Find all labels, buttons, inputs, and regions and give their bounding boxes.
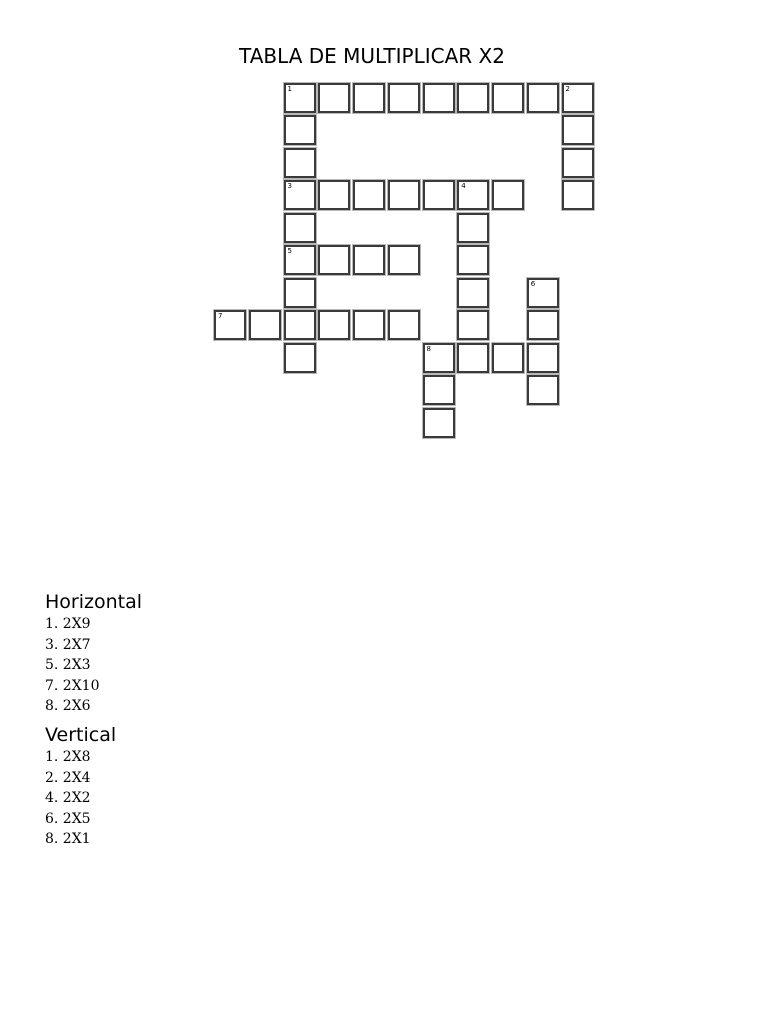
crossword-cell[interactable] [492, 83, 524, 113]
crossword-grid [0, 0, 768, 460]
crossword-cell[interactable] [284, 115, 316, 145]
clue-item: 1. 2X8 [45, 748, 91, 765]
crossword-cell[interactable] [562, 115, 594, 145]
clue-item: 6. 2X5 [45, 810, 91, 827]
clue-item: 8. 2X1 [45, 831, 91, 848]
clue-item: 4. 2X2 [45, 790, 91, 807]
clues-section [45, 590, 445, 856]
crossword-cell[interactable] [388, 83, 420, 113]
vertical-clue-list [45, 747, 445, 850]
crossword-cell[interactable] [353, 245, 385, 275]
crossword-cell[interactable] [249, 310, 281, 340]
crossword-cell[interactable] [423, 180, 455, 210]
crossword-cell[interactable] [423, 343, 455, 373]
crossword-cell[interactable] [527, 278, 559, 308]
crossword-cell[interactable] [527, 310, 559, 340]
crossword-cell[interactable] [284, 278, 316, 308]
horizontal-clues [45, 590, 445, 717]
crossword-cell[interactable] [492, 180, 524, 210]
crossword-cell[interactable] [457, 180, 489, 210]
crossword-cell[interactable] [318, 83, 350, 113]
crossword-cell[interactable] [457, 245, 489, 275]
clue-number: 7 [218, 312, 223, 321]
crossword-cell[interactable] [423, 375, 455, 405]
crossword-cell[interactable] [562, 148, 594, 178]
crossword-cell[interactable] [492, 343, 524, 373]
clue-number: 3 [287, 182, 292, 191]
vertical-heading: Vertical [45, 723, 117, 746]
horizontal-clue-list [45, 614, 445, 717]
clue-number: 2 [565, 85, 570, 93]
crossword-cell[interactable] [353, 180, 385, 210]
clue-number: 6 [530, 279, 536, 288]
crossword-cell[interactable] [527, 343, 559, 373]
crossword-cell[interactable] [388, 310, 420, 340]
crossword-cell[interactable] [353, 83, 385, 113]
crossword-cell[interactable] [527, 375, 559, 405]
crossword-cell[interactable] [353, 310, 385, 340]
clue-number: 1 [287, 85, 292, 93]
crossword-cell[interactable] [318, 180, 350, 210]
crossword-cell[interactable] [562, 83, 594, 113]
clue-number: 5 [287, 247, 292, 256]
clue-item: 7. 2X10 [45, 677, 100, 694]
clue-number: 8 [426, 344, 431, 353]
clue-number: 4 [461, 182, 466, 191]
crossword-cell[interactable] [284, 310, 316, 340]
page-title: TABLA DE MULTIPLICAR X2 [239, 44, 505, 68]
crossword-cell[interactable] [457, 343, 489, 373]
crossword-cell[interactable] [318, 245, 350, 275]
crossword-cell[interactable] [284, 83, 316, 113]
crossword-cell[interactable] [318, 310, 350, 340]
clue-item: 1. 2X9 [45, 616, 91, 632]
crossword-cell[interactable] [284, 148, 316, 178]
crossword-cell[interactable] [527, 83, 559, 113]
clue-item: 2. 2X4 [45, 769, 91, 786]
crossword-cell[interactable] [284, 245, 316, 275]
crossword-cell[interactable] [284, 213, 316, 243]
clue-item: 3. 2X7 [45, 636, 91, 653]
crossword-cell[interactable] [562, 180, 594, 210]
clue-item: 5. 2X3 [45, 657, 91, 674]
clue-item: 8. 2X6 [45, 698, 91, 715]
crossword-cell[interactable] [457, 83, 489, 113]
crossword-cell[interactable] [423, 83, 455, 113]
crossword-cell[interactable] [388, 180, 420, 210]
vertical-clues [45, 723, 445, 850]
crossword-cell[interactable] [457, 278, 489, 308]
crossword-cell[interactable] [214, 310, 246, 340]
crossword-cell[interactable] [388, 245, 420, 275]
crossword-cell[interactable] [423, 408, 455, 438]
crossword-cell[interactable] [457, 213, 489, 243]
horizontal-heading: Horizontal [45, 591, 143, 613]
crossword-cell[interactable] [284, 343, 316, 373]
crossword-cell[interactable] [457, 310, 489, 340]
crossword-cell[interactable] [284, 180, 316, 210]
